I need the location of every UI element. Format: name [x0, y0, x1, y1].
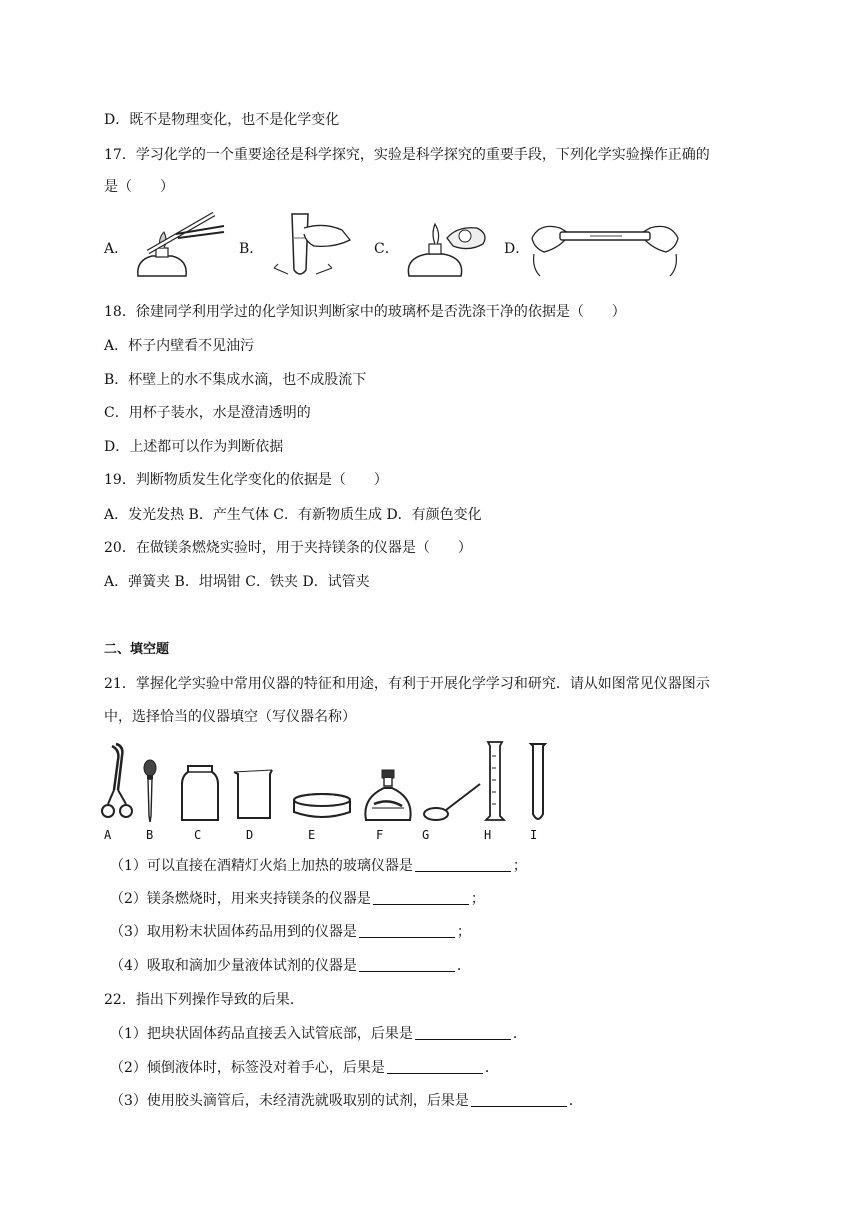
holding-glass-tube-icon [530, 208, 680, 280]
q19-stem: 19．判断物质发生化学变化的依据是（ ） [104, 472, 388, 488]
q18-option-c: C．用杯子装水，水是澄清透明的 [104, 405, 311, 421]
apparatus-letter-g: G [422, 828, 430, 842]
apparatus-letter-b: B [146, 828, 154, 842]
q19-options: A．发光发热 B．产生气体 C．有新物质生成 D．有颜色变化 [104, 507, 482, 523]
graduated-cylinder-icon [484, 740, 506, 824]
answer-blank[interactable] [471, 1092, 567, 1107]
q22-stem: 22．指出下列操作导致的后果． [104, 992, 304, 1008]
wide-mouth-bottle-icon [180, 764, 220, 822]
apparatus-letter-f: F [376, 828, 384, 842]
q17-option-c-label: C． [374, 241, 399, 257]
answer-blank[interactable] [415, 1025, 511, 1040]
apparatus-figure [100, 740, 560, 846]
q21-stem-line1: 21．掌握化学实验中常用仪器的特征和用途，有利于开展化学学习和研究．请从如图常见仪器图示 [104, 676, 710, 692]
q17-option-b-label: B． [239, 241, 264, 257]
dropper-icon [140, 760, 160, 824]
heating-test-tube-icon [128, 208, 228, 280]
medicine-spoon-icon [422, 780, 482, 822]
q21-blank-2: （2）镁条燃烧时，用来夹持镁条的仪器是 ； [110, 891, 485, 907]
answer-blank[interactable] [415, 857, 511, 872]
q22-blank-3: （3）使用胶头滴管后，未经清洗就吸取别的试剂，后果是 ． [110, 1093, 583, 1109]
q17-option-d-label: D． [504, 241, 530, 257]
crucible-tongs-icon [100, 742, 134, 824]
q21-stem-line2: 中，选择恰当的仪器填空（写仪器名称） [104, 709, 356, 725]
q17-option-a-label: A． [104, 241, 129, 257]
q21-blank-3: （3）取用粉末状固体药品用到的仪器是 ； [110, 924, 471, 940]
answer-blank[interactable] [359, 923, 455, 938]
q20-stem: 20．在做镁条燃烧实验时，用于夹持镁条的仪器是（ ） [104, 540, 472, 556]
test-tube-icon [528, 742, 548, 824]
apparatus-letter-a: A [104, 828, 112, 842]
q16-option-d: D．既不是物理变化，也不是化学变化 [104, 112, 340, 128]
q17-options [104, 208, 684, 282]
q21-blank-4: （4）吸取和滴加少量液体试剂的仪器是 ． [110, 958, 471, 974]
answer-blank[interactable] [373, 890, 469, 905]
answer-blank[interactable] [359, 957, 455, 972]
q22-blank-2: （2）倾倒液体时，标签没对着手心，后果是 ． [110, 1060, 499, 1076]
q22-blank-1: （1）把块状固体药品直接丢入试管底部，后果是 ． [110, 1026, 527, 1042]
beaker-icon [232, 768, 274, 822]
apparatus-letter-h: H [484, 828, 492, 842]
q18-option-b: B．杯壁上的水不集成水滴，也不成股流下 [104, 372, 367, 388]
q20-options: A．弹簧夹 B．坩埚钳 C．铁夹 D．试管夹 [104, 574, 370, 590]
q18-option-d: D．上述都可以作为判断依据 [104, 439, 284, 455]
evaporating-dish-icon [292, 792, 352, 822]
lighting-alcohol-lamp-icon [399, 208, 499, 280]
apparatus-letter-d: D [246, 828, 254, 842]
q21-blank-1: （1）可以直接在酒精灯火焰上加热的玻璃仪器是 ； [110, 858, 527, 874]
alcohol-lamp-icon [362, 768, 414, 824]
apparatus-letter-c: C [194, 828, 202, 842]
q18-option-a: A．杯子内壁看不见油污 [104, 338, 255, 354]
shaking-test-tube-icon [264, 208, 364, 280]
q17-stem-line1: 17．学习化学的一个重要途径是科学探究，实验是科学探究的重要手段，下列化学实验操作正确的 [104, 147, 710, 163]
q18-stem: 18．徐建同学利用学过的化学知识判断家中的玻璃杯是否洗涤干净的依据是（ ） [104, 304, 626, 320]
section-heading: 二、填空题 [104, 642, 170, 657]
apparatus-letter-i: I [530, 828, 538, 842]
q17-stem-line2: 是（ ） [104, 179, 174, 195]
apparatus-letter-e: E [308, 828, 316, 842]
answer-blank[interactable] [387, 1059, 483, 1074]
